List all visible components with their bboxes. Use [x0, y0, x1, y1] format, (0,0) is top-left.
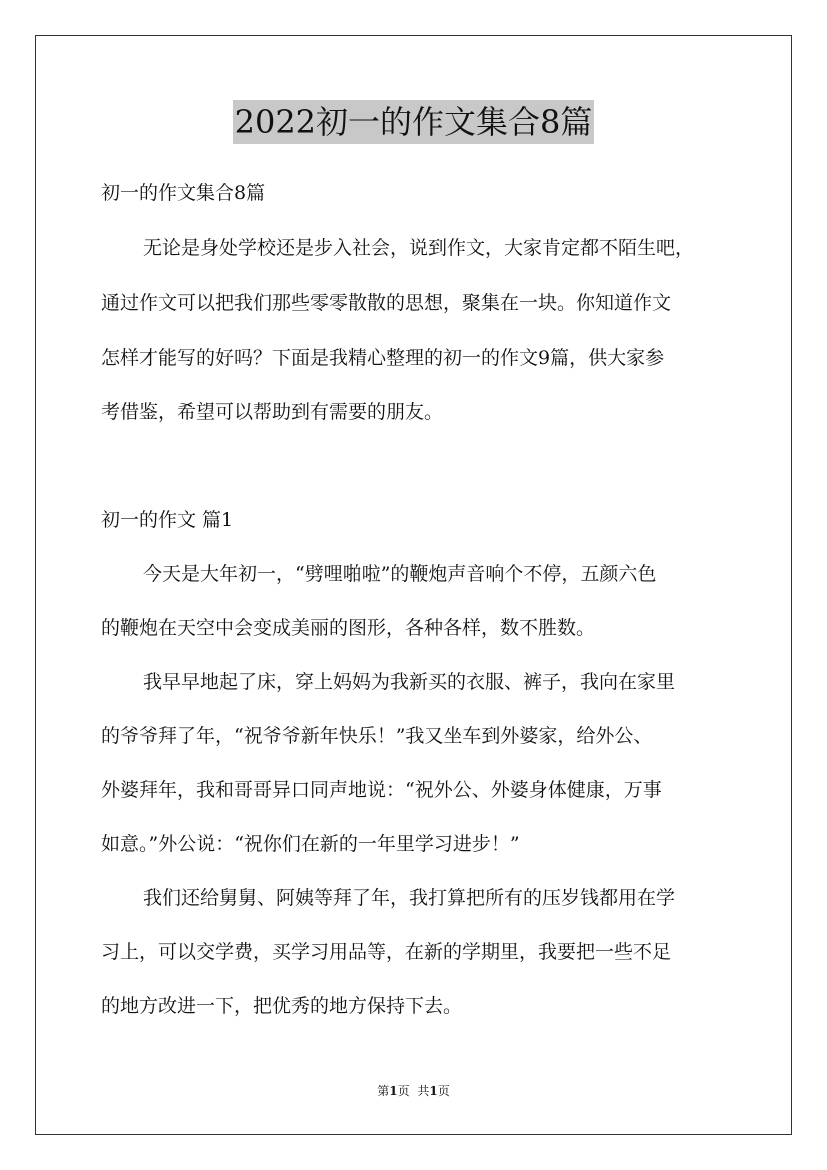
document-subtitle: 初一的作文集合8篇	[101, 182, 266, 204]
document-title: 2022初一的作文集合8篇	[233, 100, 595, 144]
footer-total-number: 1	[429, 1084, 438, 1098]
body-line: 习上，可以交学费，买学习用品等，在新的学期里，我要把一些不足	[101, 941, 672, 963]
section-heading: 初一的作文 篇1	[101, 509, 234, 531]
body-line: 我们还给舅舅、阿姨等拜了年，我打算把所有的压岁钱都用在学	[143, 887, 676, 909]
intro-line: 无论是身处学校还是步入社会，说到作文，大家肯定都不陌生吧，	[143, 237, 695, 259]
footer-page-prefix: 第	[377, 1084, 390, 1098]
intro-line: 考借鉴，希望可以帮助到有需要的朋友。	[101, 401, 444, 423]
intro-line: 通过作文可以把我们那些零零散散的思想，聚集在一块。你知道作文	[101, 292, 672, 314]
footer-page-suffix: 页	[397, 1084, 410, 1098]
body-line: 今天是大年初一，“劈哩啪啦”的鞭炮声音响个不停，五颜六色	[143, 563, 657, 585]
page-footer	[0, 1083, 827, 1099]
title-container	[0, 100, 827, 144]
footer-total-prefix: 共	[417, 1084, 430, 1098]
body-line: 如意。”外公说：“祝你们在新的一年里学习进步！”	[101, 833, 520, 855]
body-line: 的地方改进一下，把优秀的地方保持下去。	[101, 995, 463, 1017]
footer-total-suffix: 页	[437, 1084, 450, 1098]
body-line: 的爷爷拜了年，“祝爷爷新年快乐！”我又坐车到外婆家，给外公、	[101, 725, 653, 747]
intro-line: 怎样才能写的好吗？下面是我精心整理的初一的作文9篇，供大家参	[101, 347, 665, 369]
body-line: 外婆拜年，我和哥哥异口同声地说：“祝外公、外婆身体健康，万事	[101, 779, 662, 801]
footer-page-number: 1	[389, 1084, 398, 1098]
body-line: 的鞭炮在天空中会变成美丽的图形，各种各样，数不胜数。	[101, 617, 596, 639]
body-line: 我早早地起了床，穿上妈妈为我新买的衣服、裤子，我向在家里	[143, 671, 676, 693]
